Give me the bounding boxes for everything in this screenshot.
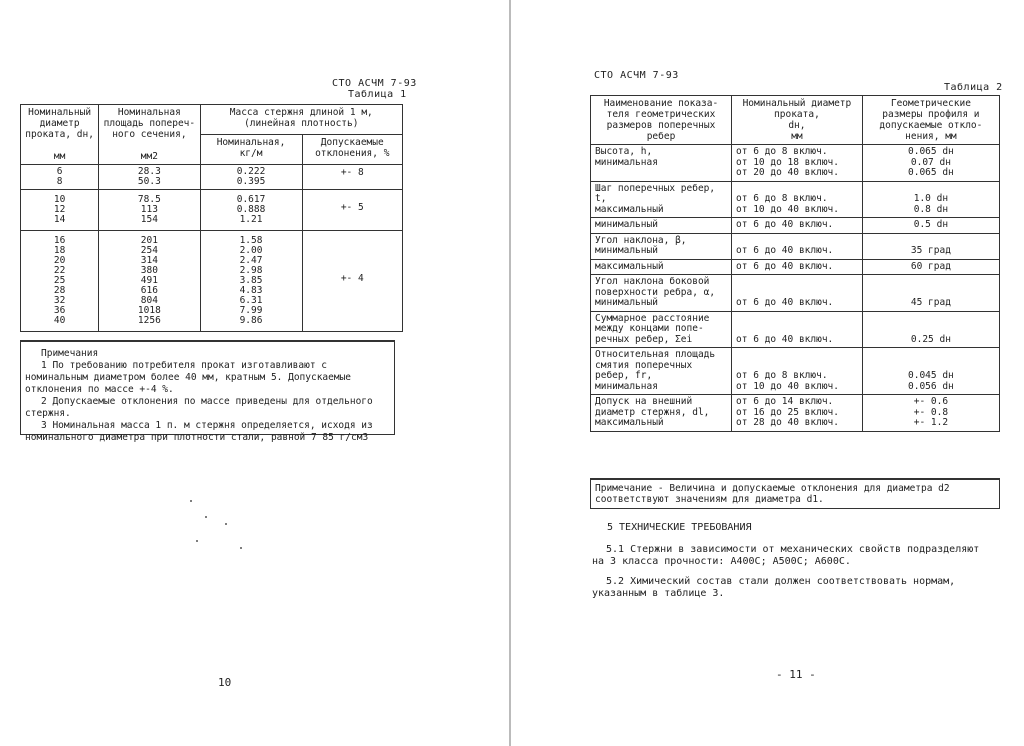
right-page <box>512 0 1024 746</box>
t2-row-range: от 6 до 8 включ. от 10 до 18 включ. от 20 до 40 включ. <box>732 145 863 182</box>
t2-row-range: от 6 до 40 включ. <box>732 275 863 312</box>
t2-row-value: 1.0 dн 0.8 dн <box>862 181 999 218</box>
table-row <box>591 348 1000 395</box>
t1-diameters: 10 12 14 <box>21 190 99 231</box>
table2-label: Таблица 2 <box>944 82 1003 93</box>
t2-row-range: от 6 до 14 включ. от 16 до 25 включ. от 28 до 40 включ. <box>732 395 863 432</box>
table-row <box>591 233 1000 259</box>
t2-row-value: 0.065 dн 0.07 dн 0.065 dн <box>862 145 999 182</box>
t2-row-value: 35 град <box>862 233 999 259</box>
t1-deviation: +- 4 <box>302 231 402 332</box>
t2-header-name: Наименование показа- теля геометрических размеров поперечных ребер <box>591 96 732 145</box>
t2-row-value: +- 0.6 +- 0.8 +- 1.2 <box>862 395 999 432</box>
t2-row-name: Шаг поперечных ребер, t, максимальный <box>591 181 732 218</box>
table-2 <box>590 95 1000 432</box>
t2-row-value: 0.25 dн <box>862 311 999 348</box>
right-page-header: СТО АСЧМ 7-93 <box>594 70 679 81</box>
table1-label: Таблица 1 <box>348 89 407 100</box>
table-row <box>21 190 403 231</box>
note-item: 1 По требованию потребителя прокат изготавливают с номинальным диаметром более 40 мм, кратным 5. Допускаемые отклонения по массе +-4 %. <box>25 360 352 395</box>
section-title: 5 ТЕХНИЧЕСКИЕ ТРЕБОВАНИЯ <box>607 522 752 533</box>
t1-areas: 78.5 113 154 <box>99 190 200 231</box>
t2-row-range: от 6 до 40 включ. <box>732 218 863 234</box>
table-row <box>591 311 1000 348</box>
t2-row-range: от 6 до 40 включ. <box>732 311 863 348</box>
table-row <box>21 165 403 190</box>
t1-masses: 0.617 0.888 1.21 <box>200 190 302 231</box>
t2-row-range: от 6 до 8 включ. от 10 до 40 включ. <box>732 181 863 218</box>
table-row <box>21 231 403 332</box>
t2-header-diameter: Номинальный диаметр проката, dн, мм <box>732 96 863 145</box>
table-1 <box>20 104 403 332</box>
t2-row-name: Допуск на внешний диаметр стержня, dl, максимальный <box>591 395 732 432</box>
right-page-number: - 11 - <box>776 668 816 681</box>
t2-row-name: Угол наклона, β, минимальный <box>591 233 732 259</box>
t2-row-name: максимальный <box>591 259 732 275</box>
t2-row-range: от 6 до 40 включ. <box>732 233 863 259</box>
t1-areas: 201 254 314 380 491 616 804 1018 1256 <box>99 231 200 332</box>
left-page-header: СТО АСЧМ 7-93 <box>332 78 417 89</box>
t1-header-deviation: Допускаемые отклонения, % <box>302 135 402 165</box>
table1-notes <box>20 340 395 443</box>
table-row <box>591 275 1000 312</box>
t1-diameters: 6 8 <box>21 165 99 190</box>
note-item: 3 Номинальная масса 1 п. м стержня определяется, исходя из номинального диаметра при плотности стали, равной 7 85 г/см3 <box>25 420 373 443</box>
left-page-number: 10 <box>218 676 232 689</box>
t1-header-area: Номинальная площадь попереч- ного сечения, мм2 <box>99 105 200 165</box>
t1-masses: 0.222 0.395 <box>200 165 302 190</box>
table-row <box>591 181 1000 218</box>
t1-header-mass: Масса стержня длиной 1 м, (линейная плотность) <box>200 105 402 135</box>
t1-diameters: 16 18 20 22 25 28 32 36 40 <box>21 231 99 332</box>
table2-note: Примечание - Величина и допускаемые отклонения для диаметра d2 соответствуют значениям для диаметра d1. <box>590 478 1000 509</box>
t2-row-value: 0.5 dн <box>862 218 999 234</box>
paragraph-5-1: 5.1 Стержни в зависимости от механических свойств подразделяют на 3 класса прочности: А400С; А500С; А600С. <box>592 544 980 567</box>
t2-row-name: Высота, h, минимальная <box>591 145 732 182</box>
table-row <box>591 395 1000 432</box>
t2-row-value: 0.045 dн 0.056 dн <box>862 348 999 395</box>
t1-masses: 1.58 2.00 2.47 2.98 3.85 4.83 6.31 7.99 9.86 <box>200 231 302 332</box>
t2-row-name: Относительная площадь смятия поперечных ребер, fr, минимальная <box>591 348 732 395</box>
t2-row-name: Суммарное расстояние между концами попе- речных ребер, Σei <box>591 311 732 348</box>
paragraph-5-2: 5.2 Химический состав стали должен соответствовать нормам, указанным в таблице 3. <box>592 576 956 599</box>
t1-header-nominal-mass: Номинальная, кг/м <box>200 135 302 165</box>
notes-title: Примечания <box>41 348 99 359</box>
t2-row-range: от 6 до 8 включ. от 10 до 40 включ. <box>732 348 863 395</box>
t2-row-range: от 6 до 40 включ. <box>732 259 863 275</box>
t2-row-value: 45 град <box>862 275 999 312</box>
t1-header-diameter: Номинальный диаметр проката, dн, мм <box>21 105 99 165</box>
table-row <box>591 259 1000 275</box>
t1-areas: 28.3 50.3 <box>99 165 200 190</box>
left-page <box>0 0 510 746</box>
t2-row-name: Угол наклона боковой поверхности ребра, α, минимальный <box>591 275 732 312</box>
note-item: 2 Допускаемые отклонения по массе приведены для отдельного стержня. <box>25 396 373 419</box>
t2-row-name: минимальный <box>591 218 732 234</box>
t1-deviation: +- 8 <box>302 165 402 190</box>
t2-header-size: Геометрические размеры профиля и допускаемые откло- нения, мм <box>862 96 999 145</box>
table-row <box>591 145 1000 182</box>
t1-deviation: +- 5 <box>302 190 402 231</box>
t2-row-value: 60 град <box>862 259 999 275</box>
table-row <box>591 218 1000 234</box>
